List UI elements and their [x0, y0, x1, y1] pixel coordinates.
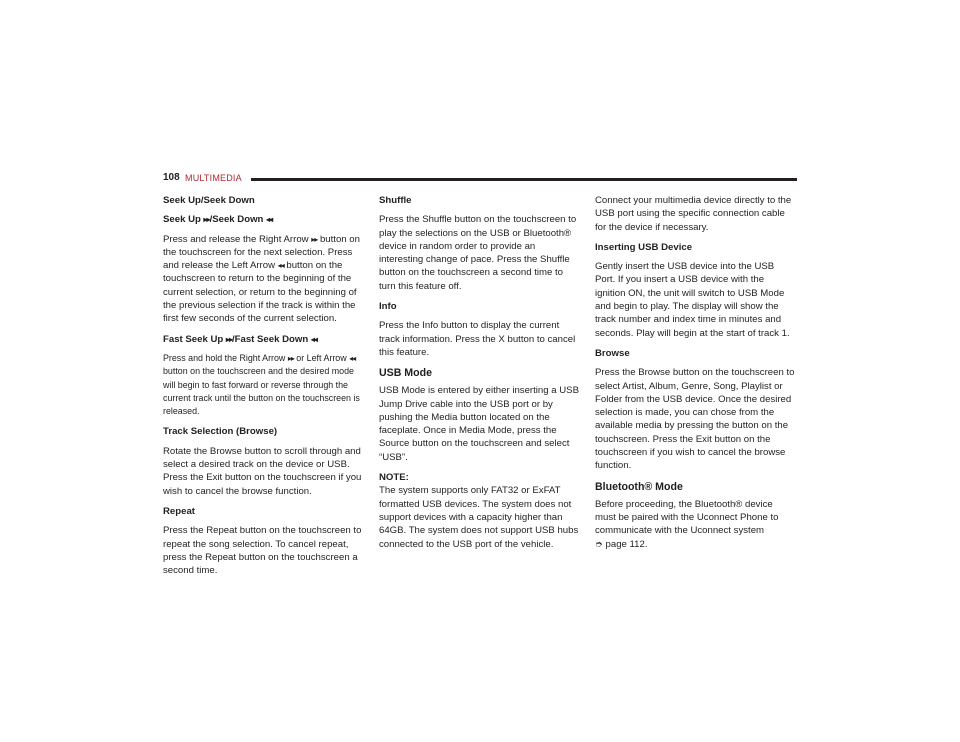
paragraph-connect: Connect your multimedia device directly to the USB port using the specific connection cable for the device if necessary.	[595, 195, 792, 233]
heading-seek-down-text: /Seek Down	[209, 214, 267, 226]
paragraph-usb-mode: USB Mode is entered by either inserting a USB Jump Drive cable into the USB port or by pushing the Media button located on the faceplate. Once in Media Mode, press the Source button on the touchscreen and select “USB”.	[379, 385, 579, 463]
page-number: 108	[163, 172, 180, 183]
left-arrow-icon: ◂◂	[266, 215, 273, 225]
heading-repeat: Repeat	[163, 505, 195, 517]
column-1	[163, 194, 363, 584]
paragraph-shuffle: Press the Shuffle button on the touchscreen to play the selections on the USB or Bluetooth® device in random order to provide an interesting change of pace. Press the Shuffle button on the touchscreen a second time to turn this feature off.	[379, 214, 577, 292]
paragraph-fast-seek	[163, 352, 363, 418]
page-header	[163, 172, 797, 186]
heading-seek-up-text: Seek Up	[163, 214, 204, 226]
right-arrow-icon: ▸▸	[287, 353, 294, 363]
left-arrow-icon: ◂◂	[349, 353, 356, 363]
paragraph-seek	[163, 233, 363, 326]
right-arrow-icon: ▸▸	[311, 234, 318, 244]
note-text: The system supports only FAT32 or ExFAT formatted USB devices. The system does not support devices with a capacity higher than 64GB. The system does not support USB hubs connected to the USB port of the vehicle.	[379, 485, 579, 550]
paragraph-fast-part3: button on the touchscreen and the desired mode will begin to fast forward or reverse through the current track until the button on the touchscreen is released.	[163, 366, 360, 417]
paragraph-fast-part2: or Left Arrow	[293, 352, 350, 363]
heading-info: Info	[379, 301, 397, 313]
header-rule	[251, 178, 797, 181]
paragraph-inserting-usb: Gently insert the USB device into the USB Port. If you insert a USB device with the ignition ON, the unit will switch to USB Mode and begin to play. The display will show the track number and index time in minutes and seconds. Play will begin at the start of track 1.	[595, 261, 790, 339]
paragraph-fast-part1: Press and hold the Right Arrow	[163, 352, 288, 363]
heading-inserting-usb: Inserting USB Device	[595, 241, 693, 253]
heading-bluetooth-mode: Bluetooth® Mode	[595, 480, 683, 493]
paragraph-browse: Press the Browse button on the touchscreen to select Artist, Album, Genre, Song, Playlist or Folder from the USB device. Once the desired selection is made, you can chose from the available media by pressing the button on the touchscreen. Press the Exit button on the touchscreen if you wish to cancel the browse function.	[595, 367, 795, 472]
paragraph-bluetooth-text: Before proceeding, the Bluetooth® device must be paired with the Uconnect Phone to communicate with the Uconnect system	[595, 498, 779, 537]
page-reference-link[interactable]: page 112.	[605, 538, 648, 550]
heading-fast-seek-down-text: /Fast Seek Down	[231, 333, 311, 345]
paragraph-seek-part1: Press and release the Right Arrow	[163, 233, 312, 245]
right-arrow-icon: ▸▸	[225, 334, 232, 344]
paragraph-repeat: Press the Repeat button on the touchscreen to repeat the song selection. To cancel repeat, press the Repeat button on the touchscreen a second time.	[163, 525, 362, 577]
column-2	[379, 194, 579, 558]
heading-browse: Browse	[595, 347, 630, 359]
paragraph-seek-part2: button on the touchscreen for the next selection. Press and release the Left Arrow	[163, 233, 360, 272]
section-title: MULTIMEDIA	[185, 173, 242, 183]
right-arrow-icon: ▸▸	[203, 215, 210, 225]
heading-shuffle: Shuffle	[379, 195, 412, 206]
page-reference-icon: ➮	[595, 538, 603, 549]
note-label: NOTE:	[379, 472, 409, 484]
heading-seek-up-down	[163, 213, 363, 226]
left-arrow-icon: ◂◂	[310, 334, 317, 344]
heading-fast-seek-up-text: Fast Seek Up	[163, 333, 226, 345]
paragraph-bluetooth-mode	[595, 498, 795, 551]
heading-usb-mode: USB Mode	[379, 367, 432, 380]
heading-seek: Seek Up/Seek Down	[163, 195, 255, 206]
note-block	[379, 471, 579, 551]
paragraph-seek-part3: button on the touchscreen to return to the beginning of the current selection, or return to the beginning of the previous selection if the track is within the first few seconds of the current selection.	[163, 260, 357, 325]
column-3	[595, 194, 795, 558]
paragraph-info: Press the Info button to display the current track information. Press the X button to cancel this feature.	[379, 320, 576, 358]
paragraph-track-selection: Rotate the Browse button to scroll through and select a desired track on the device or USB. Press the Exit button on the touchscreen if you wish to cancel the browse function.	[163, 445, 362, 497]
left-arrow-icon: ◂◂	[277, 261, 284, 271]
heading-track-selection: Track Selection (Browse)	[163, 426, 278, 438]
heading-fast-seek	[163, 333, 363, 346]
